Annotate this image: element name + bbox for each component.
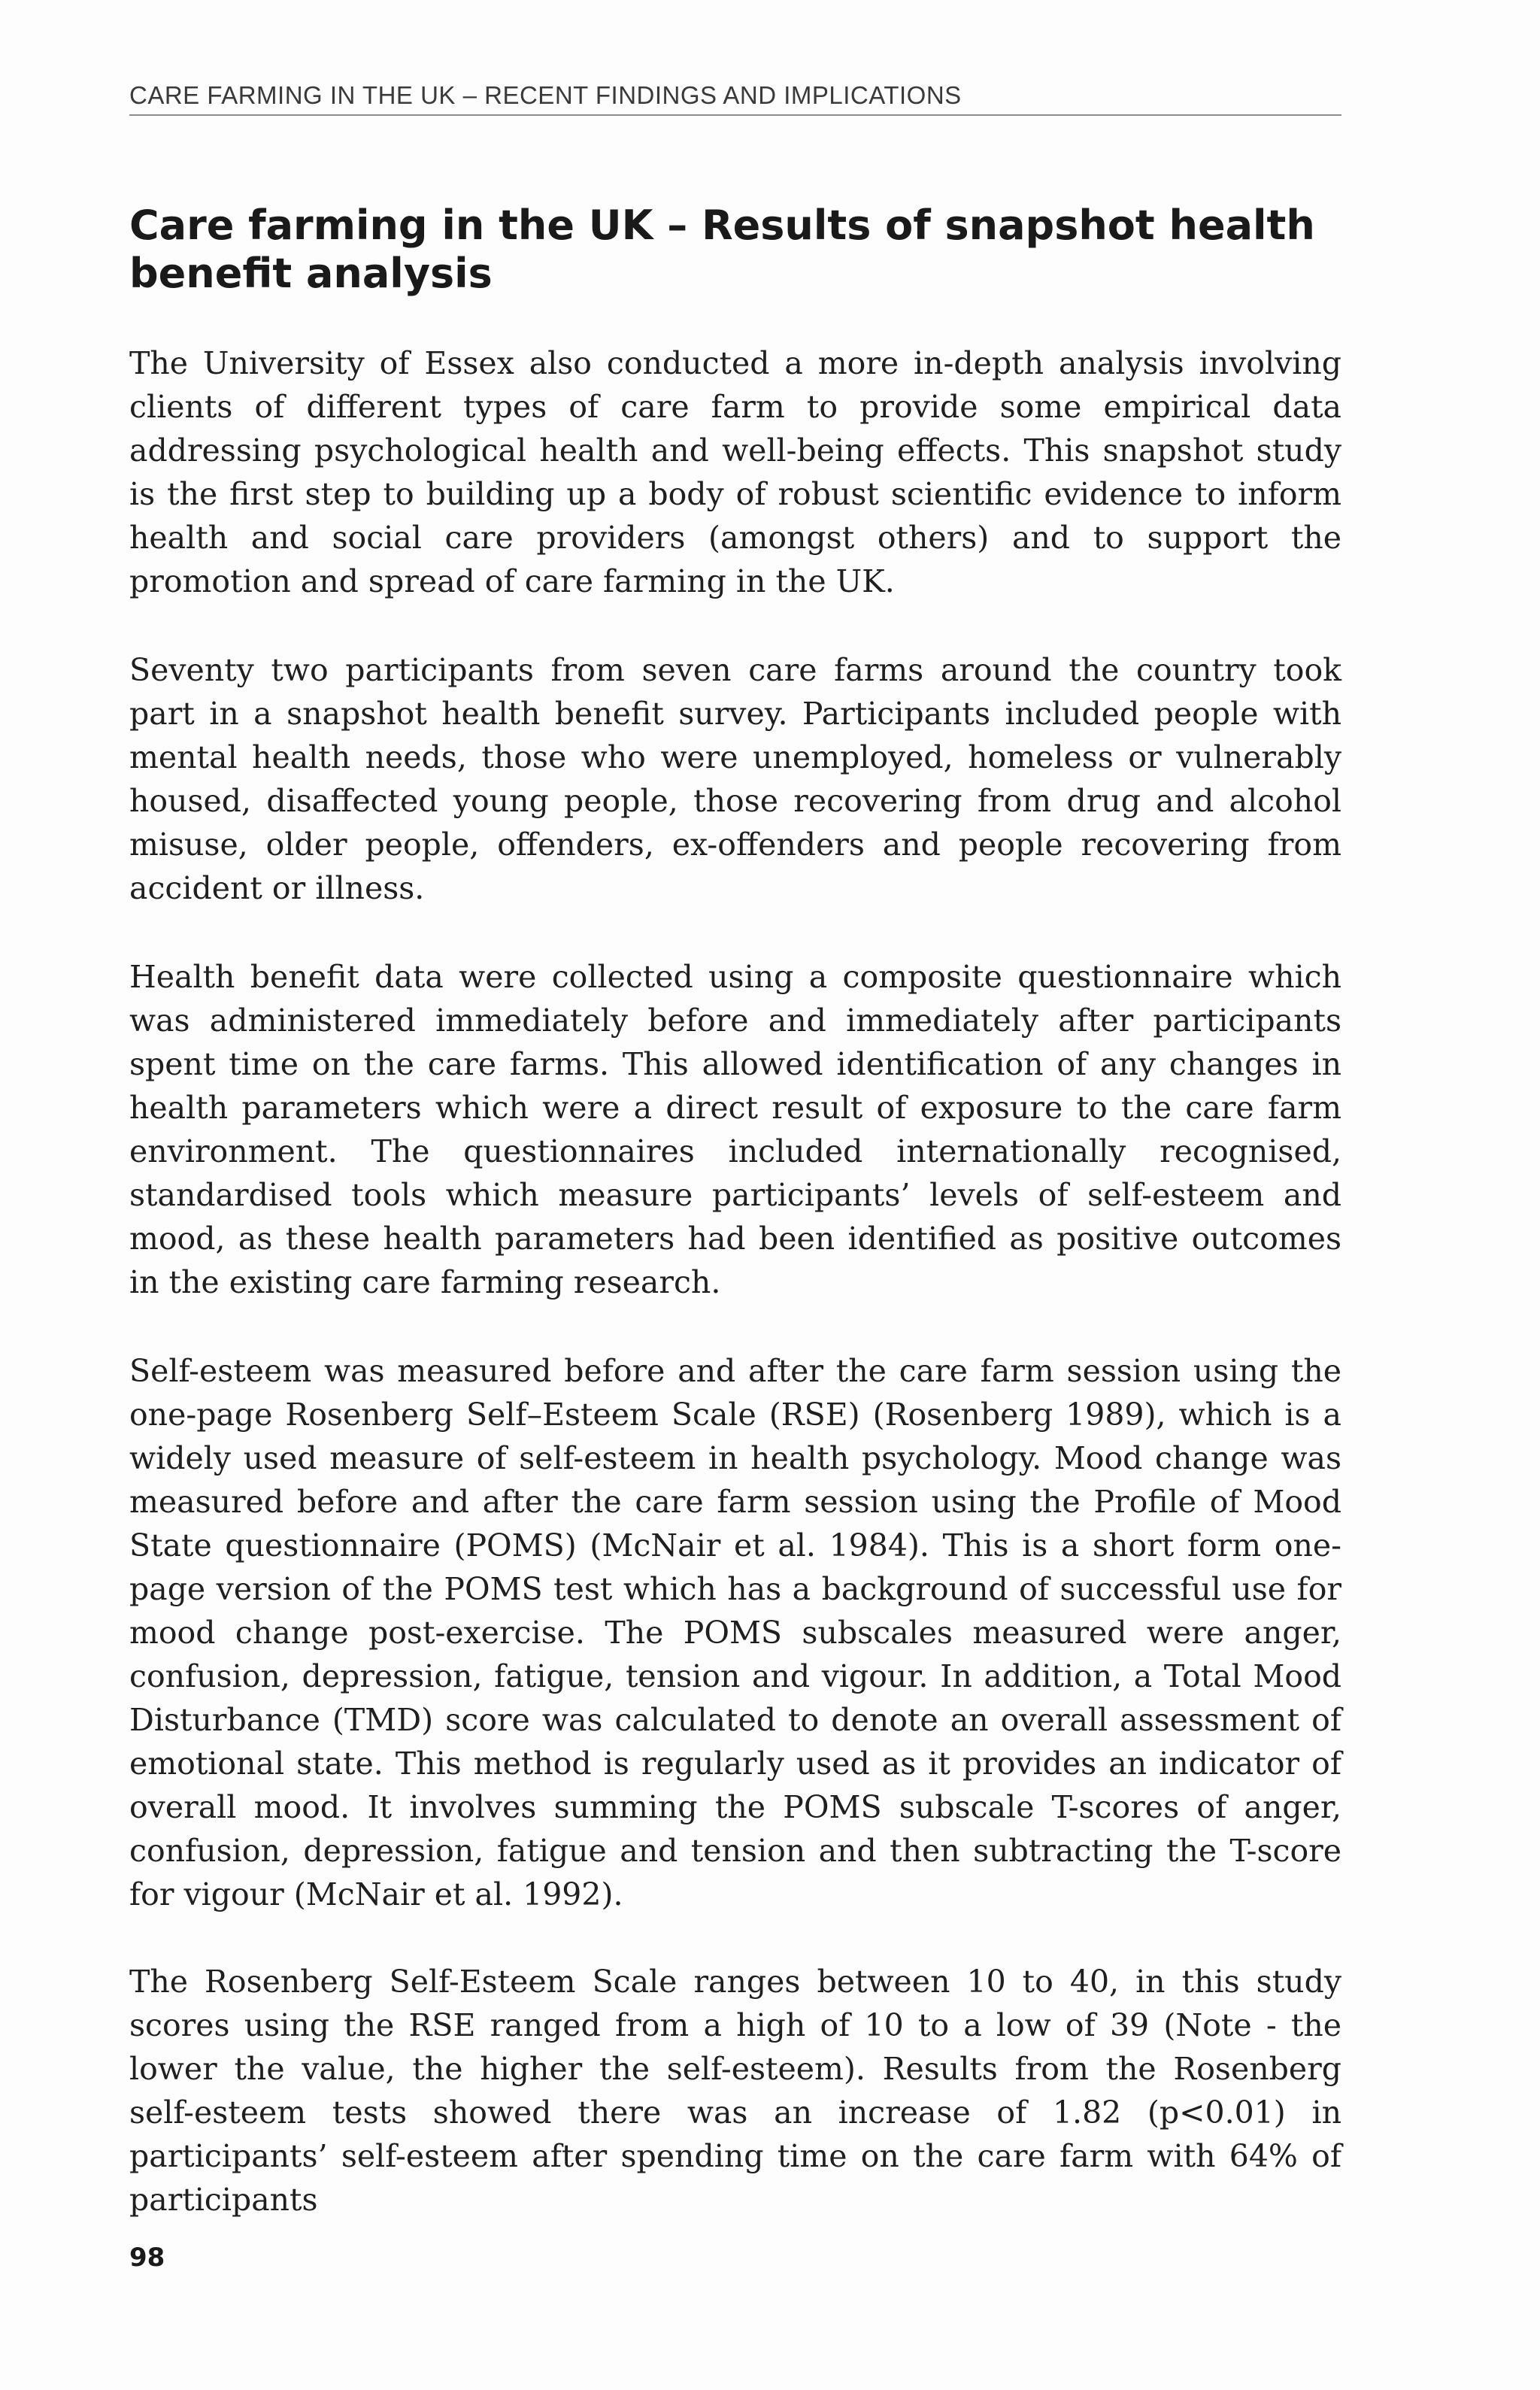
body-paragraph: The University of Essex also conducted a more in-depth analysis involving clients of different types of care farm to provide some empirical data addressing psychological health and well-being effects. This snapshot study is the first step to building up a body of robust scientific evidence to inform health and social care providers (amongst others) and to support the promotion and spread of care farming in the UK. bbox=[129, 345, 1341, 599]
body-paragraph: Seventy two participants from seven care farms around the country took part in a snapshot health benefit survey. Participants included people with mental health needs, those who were unemployed, homeless or vulnerably housed, disaffected young people, those recovering from drug and alcohol misuse, older people, offenders, ex-offenders and people recovering from accident or illness. bbox=[129, 652, 1341, 906]
running-header: CARE FARMING IN THE UK – RECENT FINDINGS AND IMPLICATIONS bbox=[129, 81, 1341, 116]
body-paragraph: The Rosenberg Self-Esteem Scale ranges between 10 to 40, in this study scores using the RSE ranged from a high of 10 to a low of 39 (Note - the lower the value, the higher the self-esteem). Results from the Rosenberg self-esteem tests showed there was an increase of 1.82 (p<0.01) in participants’ self-esteem after spending time on the care farm with 64% of participants bbox=[129, 1964, 1341, 2218]
body-paragraph: Health benefit data were collected using a composite questionnaire which was administered immediately before and immediately after participants spent time on the care farms. This allowed identification of any changes in health parameters which were a direct result of exposure to the care farm environment. The questionnaires included internationally recognised, standardised tools which measure participants’ levels of self-esteem and mood, as these health parameters had been identified as positive outcomes in the existing care farming research. bbox=[129, 959, 1341, 1300]
section-title: Care farming in the UK – Results of snapshot health benefit analysis bbox=[129, 202, 1315, 297]
body-paragraph: Self-esteem was measured before and after the care farm session using the one-page Rosenberg Self–Esteem Scale (RSE) (Rosenberg 1989), which is a widely used measure of self-esteem in health psychology. Mood change was measured before and after the care farm session using the Profile of Mood State questionnaire (POMS) (McNair et al. 1984). This is a short form one-page version of the POMS test which has a background of successful use for mood change post-exercise. The POMS subscales measured were anger, confusion, depression, fatigue, tension and vigour. In addition, a Total Mood Disturbance (TMD) score was calculated to denote an overall assessment of emotional state. This method is regularly used as it provides an indicator of overall mood. It involves summing the POMS subscale T-scores of anger, confusion, depression, fatigue and tension and then subtracting the T-score for vigour (McNair et al. 1992). bbox=[129, 1353, 1341, 1912]
page-number: 98 bbox=[129, 2243, 165, 2273]
